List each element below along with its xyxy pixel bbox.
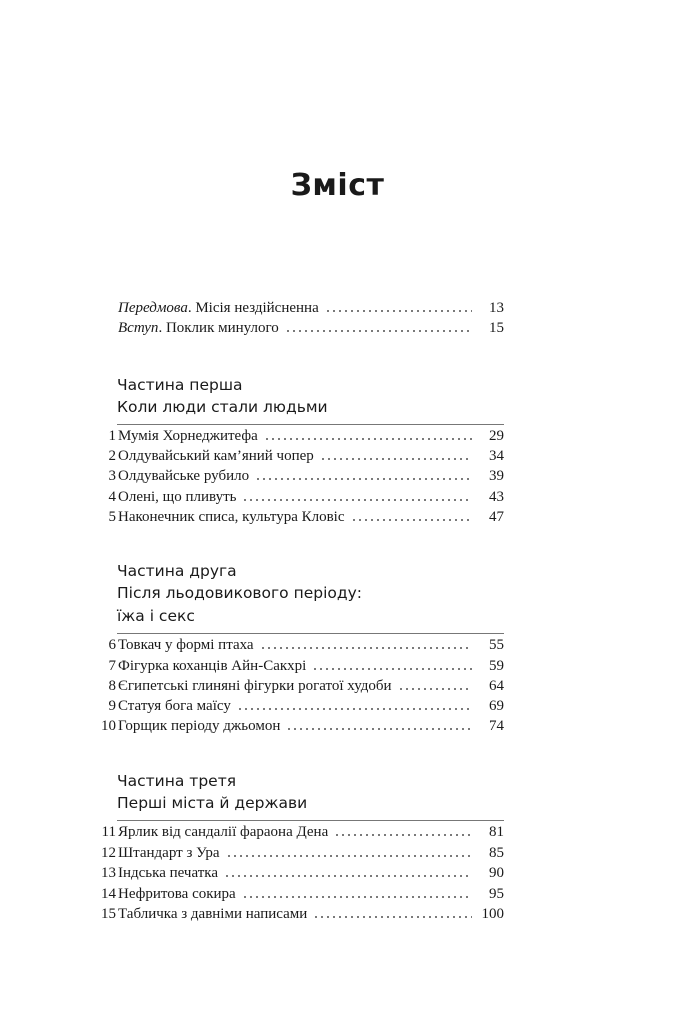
entry-title: Товкач у формі птаха (118, 637, 254, 653)
toc-entry (90, 696, 504, 716)
entry-number: 6 (108, 637, 116, 653)
entry-page: 29 (489, 428, 504, 444)
part-one-label: Частина перша (117, 376, 243, 394)
entry-title-rest: . Місія нездійсненна (187, 300, 319, 316)
entry-number: 9 (108, 698, 116, 714)
entry-title: Наконечник списа, культура Кловіс (118, 509, 345, 525)
dot-leader (320, 457, 472, 461)
entry-number: 8 (108, 678, 116, 694)
entry-page: 69 (489, 698, 504, 714)
entry-page: 15 (489, 320, 504, 336)
part-two-title-line-2: їжа і секс (117, 607, 195, 625)
entry-number: 1 (108, 428, 116, 444)
part-one-title: Коли люди стали людьми (117, 398, 328, 416)
dot-leader (264, 437, 472, 441)
entry-number: 14 (101, 886, 116, 902)
entry-title: Єгипетські глиняні фігурки рогатої худоби (118, 678, 392, 694)
dot-leader (286, 727, 472, 731)
entry-title: Мумія Хорнеджитефа (118, 428, 258, 444)
entry-page: 90 (489, 865, 504, 881)
entry-title (118, 318, 279, 338)
dot-leader (226, 854, 472, 858)
dot-leader (255, 477, 472, 481)
section-divider (117, 633, 504, 634)
dot-leader (313, 915, 472, 919)
dot-leader (351, 518, 472, 522)
dot-leader (237, 707, 472, 711)
entry-title (118, 298, 319, 318)
dot-leader (242, 498, 472, 502)
entry-page: 100 (481, 906, 504, 922)
dot-leader (325, 309, 472, 313)
entry-title-italic: Передмова (118, 300, 188, 316)
entry-page: 47 (489, 509, 504, 525)
toc-entry (90, 863, 504, 883)
toc-entry (90, 507, 504, 527)
entry-page: 95 (489, 886, 504, 902)
toc-entry (90, 676, 504, 696)
part-two-label: Частина друга (117, 562, 237, 580)
dot-leader (398, 687, 472, 691)
entry-page: 64 (489, 678, 504, 694)
entry-title: Горщик періоду джьомон (118, 718, 281, 734)
dot-leader (334, 833, 472, 837)
dot-leader (312, 667, 472, 671)
entry-page: 81 (489, 824, 504, 840)
toc-entry (90, 466, 504, 486)
entry-page: 13 (489, 300, 504, 316)
toc-entry-introduction (90, 318, 504, 338)
entry-number: 7 (108, 658, 116, 674)
toc-entry (90, 426, 504, 446)
part-three-title: Перші міста й держави (117, 794, 308, 812)
entry-page: 39 (489, 468, 504, 484)
entry-title: Олдувайське рубило (118, 468, 250, 484)
entry-title: Індська печатка (118, 865, 219, 881)
dot-leader (285, 329, 472, 333)
page-title: Зміст (290, 168, 385, 203)
toc-entry (90, 446, 504, 466)
entry-title: Олені, що пливуть (118, 489, 237, 505)
entry-number: 11 (101, 824, 116, 840)
entry-page: 34 (489, 448, 504, 464)
toc-entry (90, 635, 504, 655)
toc-entry-preface (90, 298, 504, 318)
section-divider (117, 424, 504, 425)
toc-entry (90, 656, 504, 676)
entry-title: Штандарт з Ура (118, 845, 220, 861)
entry-number: 3 (108, 468, 116, 484)
entry-number: 2 (108, 448, 116, 464)
entry-page: 74 (489, 718, 504, 734)
toc-entry (90, 904, 504, 924)
section-divider (117, 820, 504, 821)
entry-number: 4 (108, 489, 116, 505)
entry-number: 15 (101, 906, 116, 922)
entry-number: 13 (101, 865, 116, 881)
entry-title: Статуя бога маїсу (118, 698, 231, 714)
toc-entry (90, 716, 504, 736)
toc-entry (90, 884, 504, 904)
entry-title-italic: Вступ (118, 320, 159, 336)
part-two-title-line-1: Після льодовикового періоду: (117, 584, 363, 602)
entry-number: 12 (101, 845, 116, 861)
entry-page: 55 (489, 637, 504, 653)
toc-entry (90, 843, 504, 863)
toc-entry (90, 822, 504, 842)
entry-title: Ярлик від сандалії фараона Дена (118, 824, 329, 840)
entry-title: Нефритова сокира (118, 886, 236, 902)
dot-leader (224, 874, 472, 878)
entry-page: 59 (489, 658, 504, 674)
entry-number: 5 (108, 509, 116, 525)
entry-title: Фігурка коханців Айн-Сакхрі (118, 658, 307, 674)
entry-title: Табличка з давніми написами (118, 906, 308, 922)
part-three-label: Частина третя (117, 772, 237, 790)
dot-leader (260, 646, 472, 650)
toc-entry (90, 487, 504, 507)
entry-title-rest: . Поклик минулого (158, 320, 279, 336)
dot-leader (242, 895, 472, 899)
entry-page: 43 (489, 489, 504, 505)
entry-title: Олдувайський кам’яний чопер (118, 448, 314, 464)
entry-page: 85 (489, 845, 504, 861)
entry-number: 10 (101, 718, 116, 734)
